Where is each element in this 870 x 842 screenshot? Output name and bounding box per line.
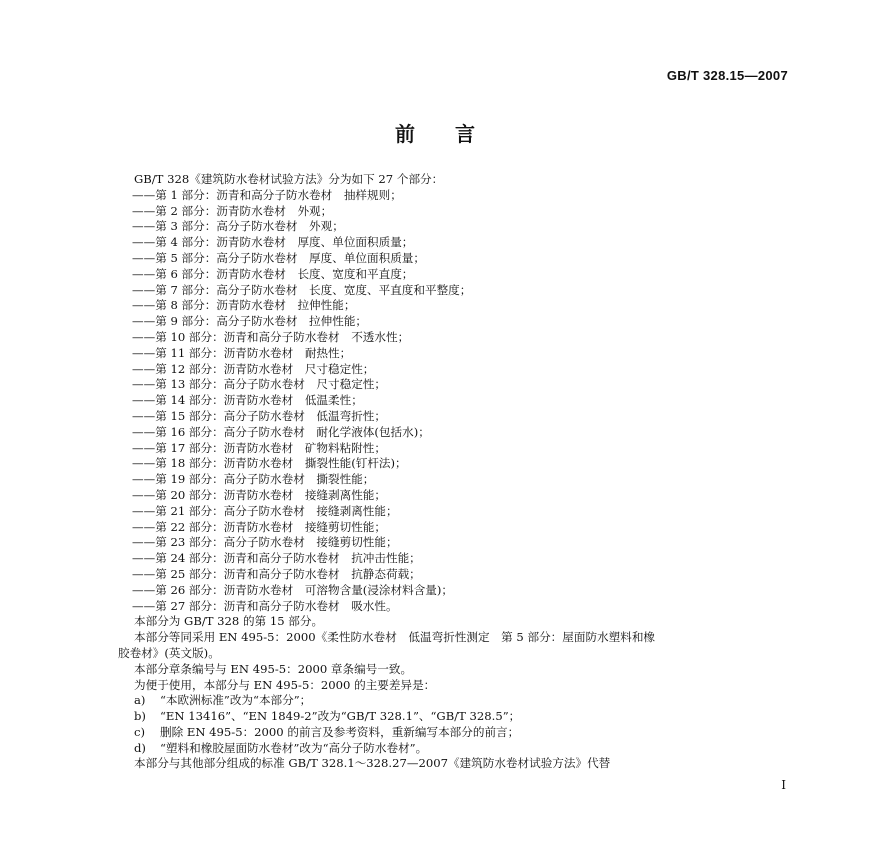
statement-adopt-continued: 胶卷材》(英文版)。 [118,645,220,660]
part-item: ——第 1 部分：沥青和高分子防水卷材 抽样规则； [132,187,402,202]
part-item: ——第 27 部分：沥青和高分子防水卷材 吸水性。 [132,598,398,613]
page-number: I [781,778,786,792]
part-item: ——第 6 部分：沥青防水卷材 长度、宽度和平直度； [132,266,414,281]
statement-differences: 为便于使用，本部分与 EN 495-5：2000 的主要差异是： [134,677,436,692]
part-item: ——第 9 部分：高分子防水卷材 拉伸性能； [132,314,368,329]
difference-text: 删除 EN 495-5：2000 的前言及参考资料，重新编写本部分的前言； [160,724,520,739]
difference-text: “EN 13416”、“EN 1849-2”改为“GB/T 328.1”、“GB/T 328.5”； [160,709,521,724]
part-item: ——第 25 部分：沥青和高分子防水卷材 抗静态荷载； [132,566,421,581]
part-item: ——第 17 部分：沥青防水卷材 矿物料粘附性； [132,440,386,455]
part-item: ——第 24 部分：沥青和高分子防水卷材 抗冲击性能； [132,551,421,566]
part-item: ——第 12 部分：沥青防水卷材 尺寸稳定性； [132,361,375,376]
list-marker: b) [134,709,146,724]
part-item: ——第 3 部分：高分子防水卷材 外观； [132,219,344,234]
statement-numbering: 本部分章条编号与 EN 495-5：2000 章条编号一致。 [134,661,413,676]
list-marker: c) [134,724,146,739]
part-item: ——第 16 部分：高分子防水卷材 耐化学液体(包括水)； [132,424,430,439]
standard-code: GB/T 328.15—2007 [666,68,788,83]
part-item: ——第 20 部分：沥青防水卷材 接缝剥离性能； [132,487,386,502]
difference-item [118,741,798,757]
difference-item [118,693,798,709]
part-item: ——第 19 部分：高分子防水卷材 撕裂性能； [132,472,375,487]
part-item: ——第 4 部分：沥青防水卷材 厚度、单位面积质量； [132,235,414,250]
part-item: ——第 10 部分：沥青和高分子防水卷材 不透水性； [132,329,410,344]
part-item: ——第 7 部分：高分子防水卷材 长度、宽度、平直度和平整度； [132,282,472,297]
page-title: 前言 [395,122,515,146]
difference-item [118,725,798,741]
differences-list [118,693,798,756]
part-item: ——第 21 部分：高分子防水卷材 接缝剥离性能； [132,503,398,518]
difference-text: “塑料和橡胶屋面防水卷材”改为“高分子防水卷材”。 [160,740,428,755]
list-marker: a) [134,693,146,708]
list-marker: d) [134,740,146,755]
part-item: ——第 11 部分：沥青防水卷材 耐热性； [132,345,352,360]
statement-adopt: 本部分等同采用 EN 495-5：2000《柔性防水卷材 低温弯折性测定 第 5 部分：屋面防水塑料和橡 [134,630,656,645]
difference-text: “本欧洲标准”改为“本部分”； [160,693,312,708]
part-item: ——第 15 部分：高分子防水卷材 低温弯折性； [132,408,386,423]
part-item: ——第 18 部分：沥青防水卷材 撕裂性能(钉杆法)； [132,456,407,471]
intro-paragraph: GB/T 328《建筑防水卷材试验方法》分为如下 27 个部分： [134,172,444,186]
part-item: ——第 23 部分：高分子防水卷材 接缝剪切性能； [132,535,398,550]
statement-part: 本部分为 GB/T 328 的第 15 部分。 [134,614,324,629]
part-item: ——第 2 部分：沥青防水卷材 外观； [132,203,333,218]
part-item: ——第 26 部分：沥青防水卷材 可溶物含量(浸涂材料含量)； [132,582,454,597]
statement-replace: 本部分与其他部分组成的标准 GB/T 328.1～328.27—2007《建筑防水卷材试验方法》代替 [134,756,611,771]
part-item: ——第 8 部分：沥青防水卷材 拉伸性能； [132,298,356,313]
difference-item [118,709,798,725]
part-item: ——第 14 部分：沥青防水卷材 低温柔性； [132,393,363,408]
document-body [118,172,798,772]
part-item: ——第 22 部分：沥青防水卷材 接缝剪切性能； [132,519,386,534]
parts-list [118,188,798,615]
part-item: ——第 13 部分：高分子防水卷材 尺寸稳定性； [132,377,386,392]
part-item: ——第 5 部分：高分子防水卷材 厚度、单位面积质量； [132,250,425,265]
